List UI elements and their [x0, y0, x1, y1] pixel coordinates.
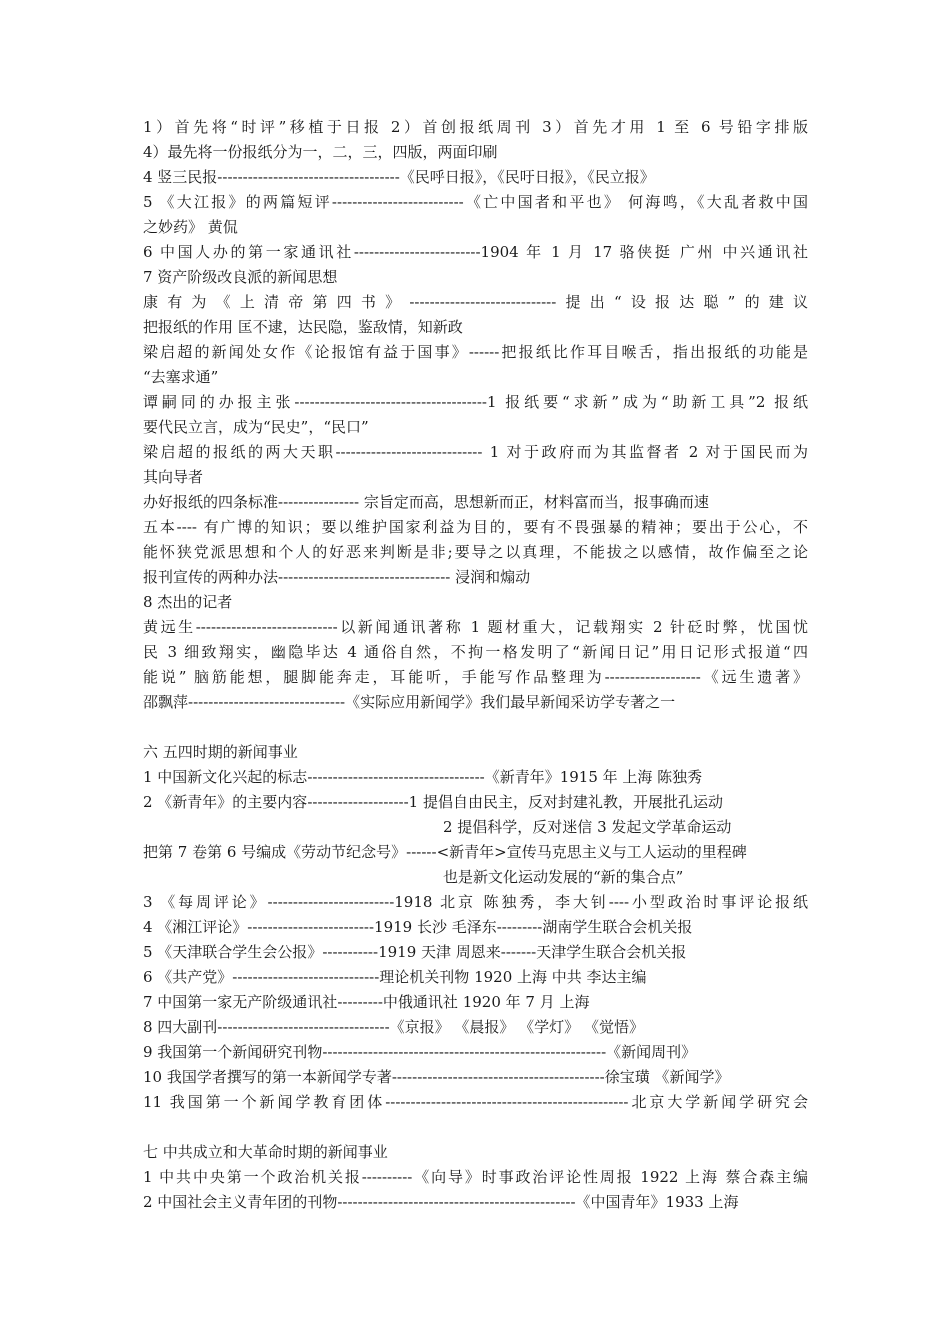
text-line: 七 中共成立和大革命时期的新闻事业	[143, 1143, 388, 1161]
text-line: 邵飘萍-------------------------------《实际应用新闻学》我们最早新闻采访学专著之一	[143, 693, 676, 711]
text-line: 10 我国学者撰写的第一本新闻学专著------------------------------------------徐宝璜 《新闻学》	[143, 1068, 730, 1086]
text-line: 3 《每周评论》-------------------------1918 北京 陈独秀，李大钊----小型政治时事评论报纸	[143, 893, 808, 911]
text-line: 把报纸的作用 匡不逮，达民隐，鉴敌情，知新政	[143, 318, 463, 336]
text-line	[143, 1115, 808, 1139]
text-line: 1 中国新文化兴起的标志-----------------------------------《新青年》1915 年 上海 陈独秀	[143, 768, 703, 786]
text-line: 黄远生----------------------------以新闻通讯著称 1 题材重大，记载翔实 2 针砭时弊，忧国忧	[143, 618, 808, 636]
text-line: 要代民立言，成为“民史”，“民口”	[143, 418, 369, 436]
text-line: 能说” 脑筋能想，腿脚能奔走，耳能听，手能写作品整理为-------------------《远生遗著》	[143, 668, 808, 686]
text-line: 5 《天津联合学生会公报》-----------1919 天津 周恩来-------天津学生联合会机关报	[143, 943, 687, 961]
text-line: 8 四大副刊----------------------------------《京报》 《晨报》 《学灯》 《觉悟》	[143, 1018, 644, 1036]
text-line: 2 《新青年》的主要内容--------------------1 提倡自由民主，反对封建礼教，开展批孔运动	[143, 793, 723, 811]
text-line: 把第 7 卷第 6 号编成《劳动节纪念号》------<新青年>宣传马克思主义与工人运动的里程碑	[143, 843, 747, 861]
text-line: 7 中国第一家无产阶级通讯社---------中俄通讯社 1920 年 7 月 上海	[143, 993, 590, 1011]
text-line: 之妙药》 黄侃	[143, 218, 238, 236]
text-line: 康有为《上清帝第四书》-----------------------------提出“设报达聪”的建议	[143, 293, 808, 311]
text-line: 2 中国社会主义青年团的刊物-----------------------------------------------《中国青年》1933 上海	[143, 1193, 739, 1211]
text-line: 6 《共产党》-----------------------------理论机关刊物 1920 上海 中共 李达主编	[143, 968, 647, 986]
text-line: 1 中共中央第一个政治机关报----------《向导》时事政治评论性周报 1922 上海 蔡合森主编	[143, 1168, 808, 1186]
text-line: 梁启超的报纸的两大天职----------------------------- 1 对于政府而为其监督者 2 对于国民而为	[143, 443, 808, 461]
text-line: 6 中国人办的第一家通讯社-------------------------1904 年 1 月 17 骆侠挺 广州 中兴通讯社	[143, 243, 808, 261]
text-line: 9 我国第一个新闻研究刊物--------------------------------------------------------《新闻周刊》	[143, 1043, 697, 1061]
text-line: 4 竖三民报------------------------------------《民呼日报》，《民吁日报》，《民立报》	[143, 168, 655, 186]
text-line: 11 我国第一个新闻学教育团体------------------------------------------------北京大学新闻学研究会	[143, 1093, 808, 1111]
text-line: 7 资产阶级改良派的新闻思想	[143, 268, 338, 286]
text-line: 其向导者	[143, 468, 204, 486]
text-line: 8 杰出的记者	[143, 593, 233, 611]
text-line: 六 五四时期的新闻事业	[143, 743, 298, 761]
text-line: 4 《湘江评论》-------------------------1919 长沙 毛泽东---------湖南学生联合会机关报	[143, 918, 693, 936]
text-line: 能怀狭党派思想和个人的好恶来判断是非;要导之以真理，不能拔之以感情，故作偏至之论	[143, 543, 808, 561]
text-line: 5 《大江报》的两篇短评--------------------------《亡中国者和平也》 何海鸣，《大乱者救中国	[143, 193, 808, 211]
text-line: 民 3 细致翔实，幽隐毕达 4 通俗自然，不拘一格发明了“新闻日记”用日记形式报道“四	[143, 643, 808, 661]
text-line: 4）最先将一份报纸分为一，二，三，四版，两面印刷	[143, 143, 498, 161]
text-line: 1）首先将“时评”移植于日报 2）首创报纸周刊 3）首先才用 1 至 6 号铅字排版	[143, 118, 808, 136]
text-line: 五本---- 有广博的知识；要以维护国家利益为目的，要有不畏强暴的精神；要出于公心，不	[143, 518, 808, 536]
text-line: 报刊宣传的两种办法---------------------------------- 浸润和煽动	[143, 568, 531, 586]
text-line: 梁启超的新闻处女作《论报馆有益于国事》------把报纸比作耳目喉舌，指出报纸的功能是	[143, 343, 808, 361]
text-line	[143, 715, 808, 739]
text-line: 2 提倡科学，反对迷信 3 发起文学革命运动	[443, 818, 732, 836]
text-line: 谭嗣同的办报主张--------------------------------------1 报纸要“求新”成为“助新工具”2 报纸	[143, 393, 808, 411]
text-line: 也是新文化运动发展的“新的集合点”	[443, 868, 684, 886]
text-line: 办好报纸的四条标准---------------- 宗旨定而高，思想新而正，材料富而当，报事确而速	[143, 493, 709, 511]
text-line: “去塞求通”	[143, 368, 219, 386]
